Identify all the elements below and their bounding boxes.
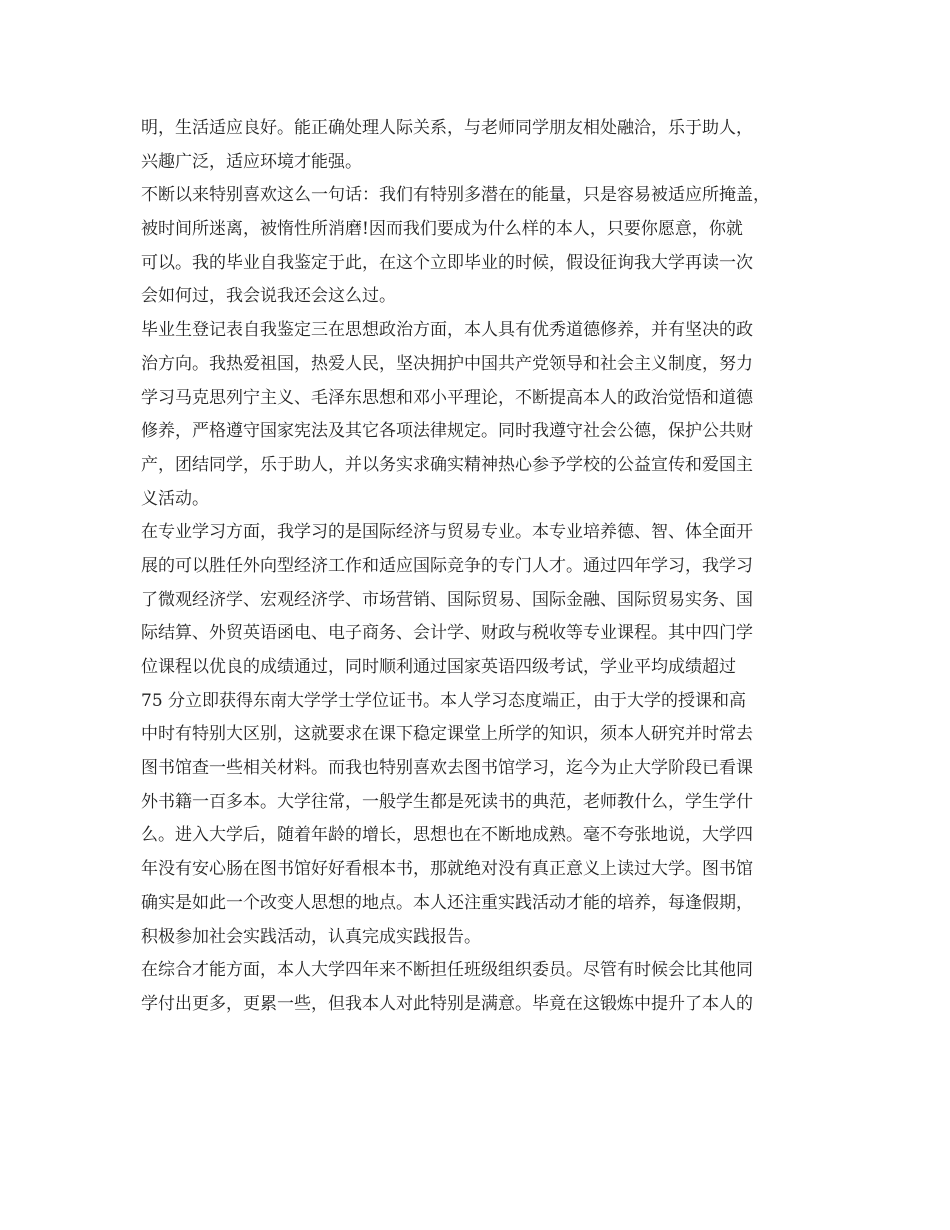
text-line: 修养，严格遵守国家宪法及其它各项法律规定。同时我遵守社会公德，保护公共财 [141,421,753,442]
text-line: 75 分立即获得东南大学学士学位证书。本人学习态度端正，由于大学的授课和高 [141,690,747,711]
text-line: 会如何过，我会说我还会这么过。 [141,286,396,307]
text-line: 中时有特别大区别，这就要求在课下稳定课堂上所学的知识，须本人研究并时常去 [141,724,753,745]
text-line: 可以。我的毕业自我鉴定于此，在这个立即毕业的时候，假设征询我大学再读一次 [141,252,753,273]
text-line: 积极参加社会实践活动，认真完成实践报告。 [141,926,481,947]
text-line: 义活动。 [141,488,209,509]
text-line: 治方向。我热爱祖国，热爱人民，坚决拥护中国共产党领导和社会主义制度，努力 [141,353,753,374]
text-line: 在专业学习方面，我学习的是国际经济与贸易专业。本专业培养德、智、体全面开 [141,522,753,543]
text-line: 位课程以优良的成绩通过，同时顺利通过国家英语四级考试，学业平均成绩超过 [141,657,736,677]
text-line: 年没有安心肠在图书馆好好看根本书，那就绝对没有真正意义上读过大学。图书馆 [141,859,753,880]
text-line: 被时间所迷离，被惰性所消磨!因而我们要成为什么样的本人，只要你愿意，你就 [141,219,743,240]
text-line: 不断以来特别喜欢这么一句话：我们有特别多潜在的能量，只是容易被适应所掩盖， [141,185,770,206]
text-line: 外书籍一百多本。大学往常，一般学生都是死读书的典范，老师教什么，学生学什 [141,791,753,812]
text-line: 在综合才能方面，本人大学四年来不断担任班级组织委员。尽管有时候会比其他同 [141,960,753,981]
text-line: 学付出更多，更累一些，但我本人对此特别是满意。毕竟在这锻炼中提升了本人的 [141,993,753,1014]
body-text [141,112,831,1022]
text-line: 确实是如此一个改变人思想的地点。本人还注重实践活动才能的培养，每逢假期， [141,892,753,913]
text-line: 明，生活适应良好。能正确处理人际关系，与老师同学朋友相处融洽，乐于助人， [141,118,753,138]
text-line: 学习马克思列宁主义、毛泽东思想和邓小平理论，不断提高本人的政治觉悟和道德 [141,387,753,408]
text-line: 兴趣广泛，适应环境才能强。 [141,151,362,172]
text-line: 产，团结同学，乐于助人，并以务实求确实精神热心参予学校的公益宣传和爱国主 [141,454,753,475]
text-line: 展的可以胜任外向型经济工作和适应国际竞争的专门人才。通过四年学习，我学习 [141,555,753,576]
text-line: 际结算、外贸英语函电、电子商务、会计学、财政与税收等专业课程。其中四门学 [141,623,753,644]
text-line: 了微观经济学、宏观经济学、市场营销、国际贸易、国际金融、国际贸易实务、国 [141,589,753,610]
text-line: 么。进入大学后，随着年龄的增长，思想也在不断地成熟。毫不夸张地说，大学四 [141,825,753,846]
text-line: 毕业生登记表自我鉴定三在思想政治方面，本人具有优秀道德修养，并有坚决的政 [141,320,753,341]
text-line: 图书馆查一些相关材料。而我也特别喜欢去图书馆学习，迄今为止大学阶段已看课 [141,758,753,779]
